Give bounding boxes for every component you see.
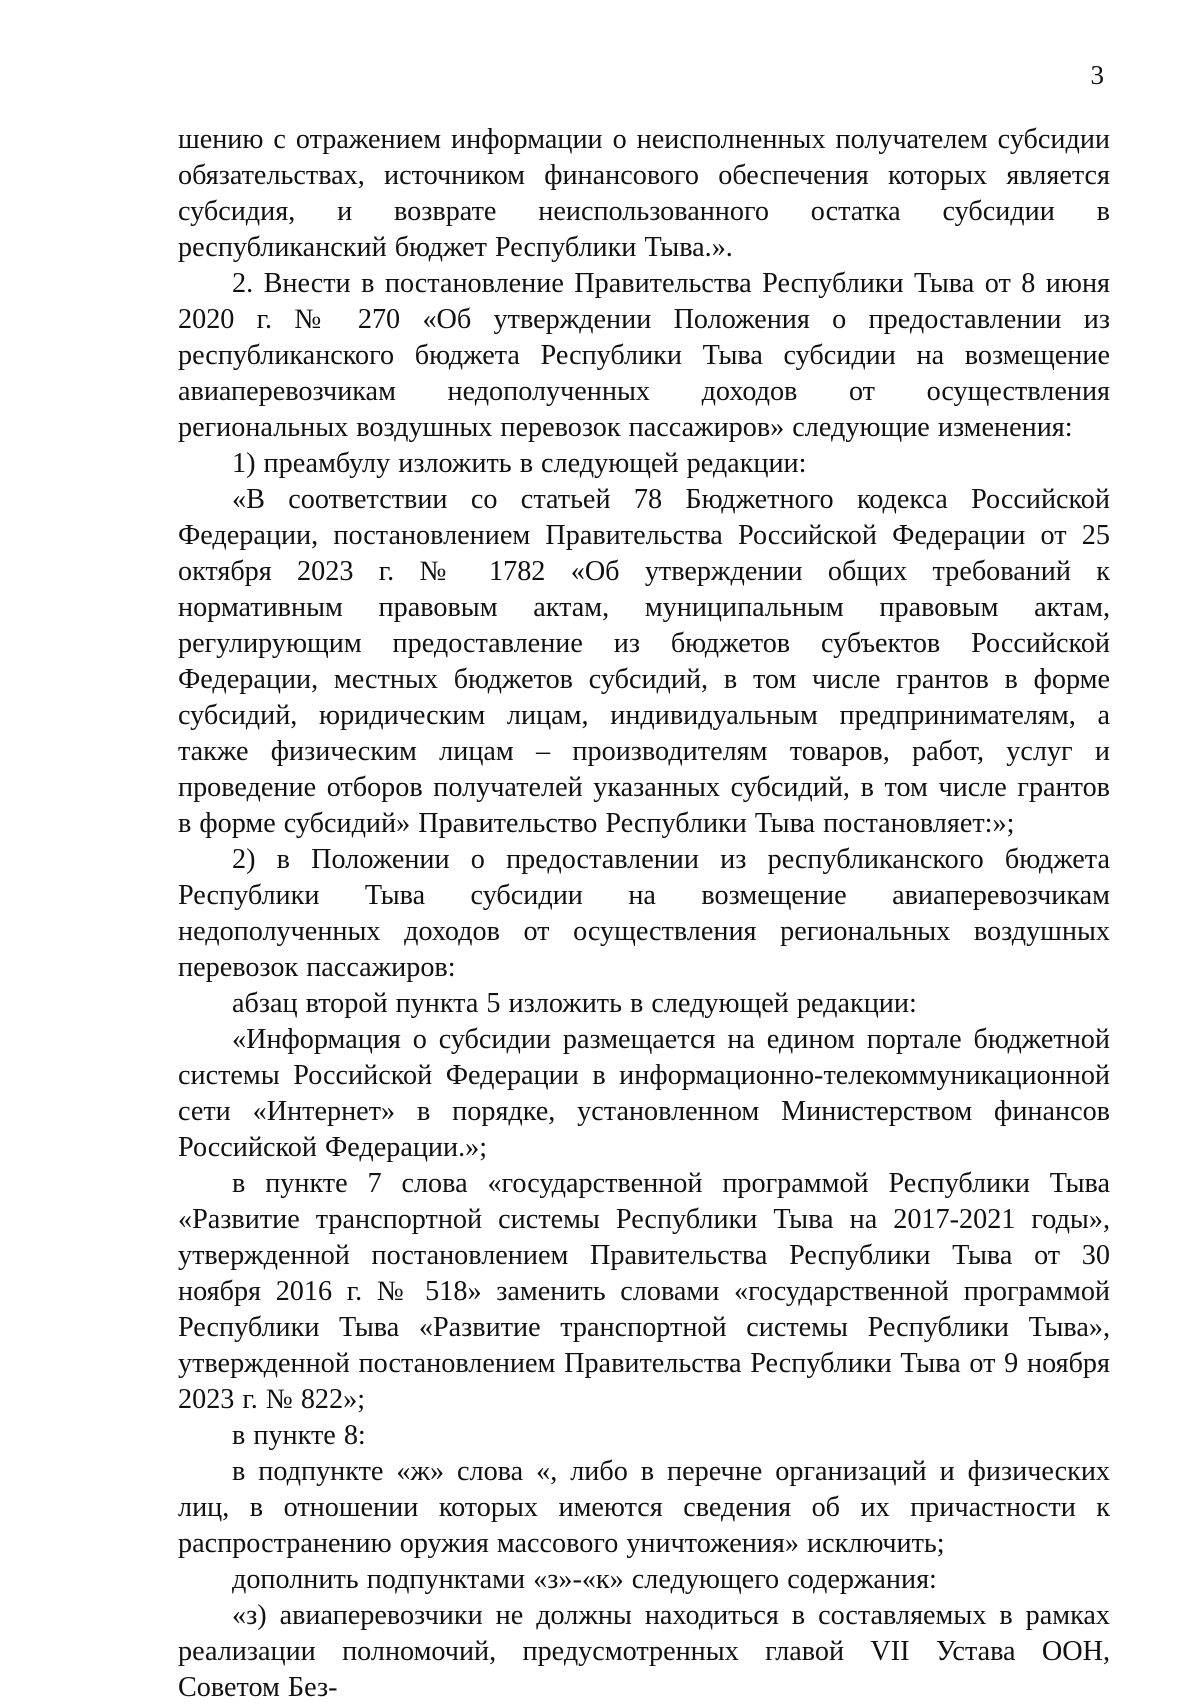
paragraph-point-8-z: «з) авиаперевозчики не должны находиться в составляемых в рамках реализации полномочий, предусмотренных главой VII Устава ООН, Советом Без- xyxy=(178,1600,1110,1703)
paragraph-point-8-addition: дополнить подпунктами «з»-«к» следующего содержания: xyxy=(232,1564,937,1595)
document-body xyxy=(178,122,1110,1706)
paragraph-subitem-2: 2) в Положении о предоставлении из республиканского бюджета Республики Тыва субсидии на возмещение авиаперевозчикам недополученных доходов от осуществления региональных воздушных перевозок пассажиров: xyxy=(178,844,1110,983)
paragraph-continuation: шению с отражением информации о неисполненных получателем субсидии обязательствах, источником финансового обеспечения которых является субсидия, и возврате неиспользованного остатка субсидии в республиканский бюджет Республики Тыва.». xyxy=(178,124,1110,263)
page-number: 3 xyxy=(1090,60,1104,90)
paragraph-point-8-zh: в подпункте «ж» слова «, либо в перечне организаций и физических лиц, в отношении которых имеются сведения об их причастности к распространению оружия массового уничтожения» исключить; xyxy=(178,1456,1110,1559)
paragraph-point-5-intro: абзац второй пункта 5 изложить в следующей редакции: xyxy=(232,988,917,1019)
paragraph-point-8-intro: в пункте 8: xyxy=(232,1420,366,1451)
paragraph-preamble-text: «В соответствии со статьей 78 Бюджетного кодекса Российской Федерации, постановлением Правительства Российской Федерации от 25 октября 2023 г. № 1782 «Об утверждении общих требований к нормативным правовым актам, муниципальным правовым актам, регулирующим предоставление из бюджетов субъектов Российской Федерации, местных бюджетов субсидий, в том числе грантов в форме субсидий, юридическим лицам, индивидуальным предпринимателям, а также физическим лицам – производителям товаров, работ, услуг и проведение отборов получателей указанных субсидий, в том числе грантов в форме субсидий» Правительство Республики Тыва постановляет:»; xyxy=(178,484,1110,839)
paragraph-subitem-1: 1) преамбулу изложить в следующей редакции: xyxy=(232,448,807,479)
paragraph-point-5-text: «Информация о субсидии размещается на едином портале бюджетной системы Российской Федерации в информационно-телекоммуникационной сети «Интернет» в порядке, установленном Министерством финансов Российской Федерации.»; xyxy=(178,1024,1110,1163)
paragraph-item-2: 2. Внести в постановление Правительства Республики Тыва от 8 июня 2020 г. № 270 «Об утверждении Положения о предоставлении из республиканского бюджета Республики Тыва субсидии на возмещение авиаперевозчикам недополученных доходов от осуществления региональных воздушных перевозок пассажиров» следующие изменения: xyxy=(178,268,1110,443)
paragraph-point-7: в пункте 7 слова «государственной программой Республики Тыва «Развитие транспортной системы Республики Тыва на 2017-2021 годы», утвержденной постановлением Правительства Республики Тыва от 30 ноября 2016 г. № 518» заменить словами «государственной программой Республики Тыва «Развитие транспортной системы Республики Тыва», утвержденной постановлением Правительства Республики Тыва от 9 ноября 2023 г. № 822»; xyxy=(178,1168,1110,1415)
